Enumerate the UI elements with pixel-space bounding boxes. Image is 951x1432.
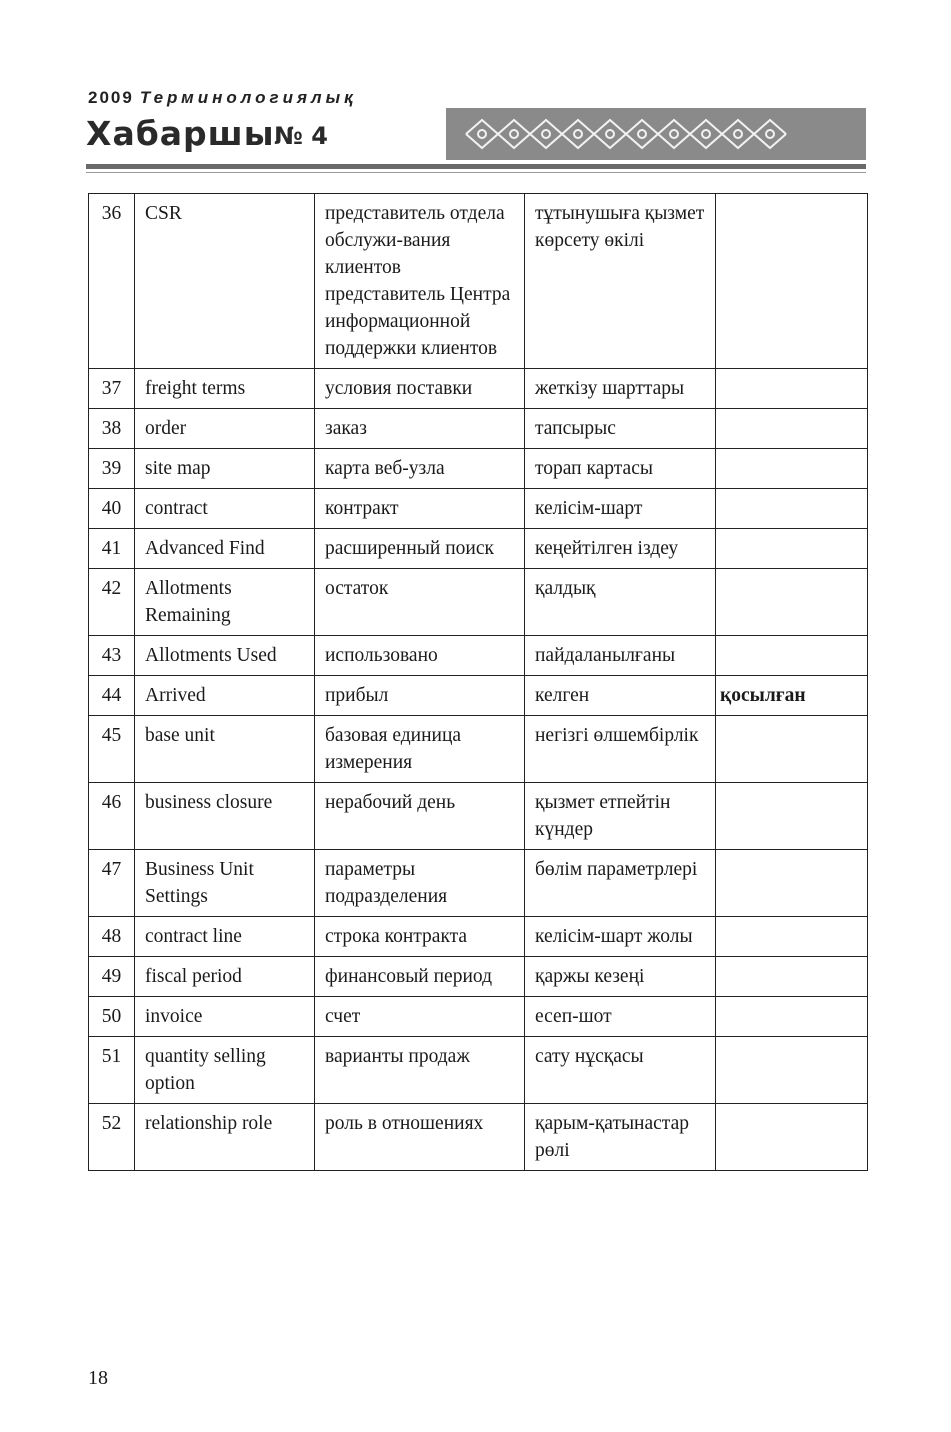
term-english: base unit — [135, 716, 315, 783]
term-russian: роль в отношениях — [315, 1104, 525, 1171]
term-russian: использовано — [315, 636, 525, 676]
row-number: 52 — [89, 1104, 135, 1171]
row-number: 38 — [89, 409, 135, 449]
term-russian: базовая единица измерения — [315, 716, 525, 783]
term-english: Business Unit Settings — [135, 850, 315, 917]
term-russian: счет — [315, 997, 525, 1037]
term-russian: расширенный поиск — [315, 529, 525, 569]
term-note: қосылған — [716, 676, 868, 716]
header-rule — [86, 164, 866, 169]
ornament-pattern-icon — [446, 108, 866, 160]
term-note — [716, 369, 868, 409]
term-kazakh: есеп-шот — [525, 997, 716, 1037]
term-note — [716, 449, 868, 489]
term-note — [716, 529, 868, 569]
term-russian: карта веб-узла — [315, 449, 525, 489]
term-kazakh: тұтынушыға қызмет көрсету өкілі — [525, 194, 716, 369]
term-russian: заказ — [315, 409, 525, 449]
table-row — [89, 569, 868, 636]
term-russian: представитель отдела обслужи-вания клиентов представитель Центра информационной поддержки клиентов — [315, 194, 525, 369]
term-russian: контракт — [315, 489, 525, 529]
term-note — [716, 409, 868, 449]
term-kazakh: келген — [525, 676, 716, 716]
term-english: Allotments Remaining — [135, 569, 315, 636]
term-note — [716, 917, 868, 957]
header-year — [88, 88, 357, 108]
term-russian: параметры подразделения — [315, 850, 525, 917]
header-rule-thin — [86, 172, 866, 173]
term-english: freight terms — [135, 369, 315, 409]
term-note — [716, 1104, 868, 1171]
term-kazakh: қарым-қатынастар рөлі — [525, 1104, 716, 1171]
term-kazakh: қызмет етпейтін күндер — [525, 783, 716, 850]
table-row — [89, 850, 868, 917]
term-english: contract — [135, 489, 315, 529]
term-english: invoice — [135, 997, 315, 1037]
table-row — [89, 1037, 868, 1104]
term-english: Advanced Find — [135, 529, 315, 569]
row-number: 47 — [89, 850, 135, 917]
row-number: 39 — [89, 449, 135, 489]
term-english: relationship role — [135, 1104, 315, 1171]
row-number: 43 — [89, 636, 135, 676]
term-note — [716, 489, 868, 529]
term-note — [716, 569, 868, 636]
table-row — [89, 783, 868, 850]
term-english: fiscal period — [135, 957, 315, 997]
table-row — [89, 636, 868, 676]
term-kazakh: қалдық — [525, 569, 716, 636]
term-russian: условия поставки — [315, 369, 525, 409]
term-kazakh: сату нұсқасы — [525, 1037, 716, 1104]
term-kazakh: келісім-шарт — [525, 489, 716, 529]
term-note — [716, 636, 868, 676]
page-number: 18 — [88, 1367, 108, 1389]
term-kazakh: бөлім параметрлері — [525, 850, 716, 917]
row-number: 42 — [89, 569, 135, 636]
table-row — [89, 676, 868, 716]
row-number: 46 — [89, 783, 135, 850]
table-row — [89, 529, 868, 569]
year-text: 2009 — [88, 88, 134, 107]
term-english: business closure — [135, 783, 315, 850]
term-kazakh: кеңейтілген іздеу — [525, 529, 716, 569]
row-number: 44 — [89, 676, 135, 716]
table-row — [89, 369, 868, 409]
term-russian: прибыл — [315, 676, 525, 716]
table-row — [89, 409, 868, 449]
term-kazakh: торап картасы — [525, 449, 716, 489]
table-row — [89, 917, 868, 957]
table-row — [89, 716, 868, 783]
term-kazakh: қаржы кезеңі — [525, 957, 716, 997]
term-kazakh: пайдаланылғаны — [525, 636, 716, 676]
row-number: 45 — [89, 716, 135, 783]
table-row — [89, 449, 868, 489]
table-row — [89, 489, 868, 529]
row-number: 41 — [89, 529, 135, 569]
term-english: contract line — [135, 917, 315, 957]
row-number: 49 — [89, 957, 135, 997]
term-russian: строка контракта — [315, 917, 525, 957]
row-number: 40 — [89, 489, 135, 529]
row-number: 50 — [89, 997, 135, 1037]
journal-title: Хабаршы — [86, 114, 275, 153]
issue-number: № 4 — [274, 122, 328, 150]
term-english: CSR — [135, 194, 315, 369]
term-note — [716, 1037, 868, 1104]
table-row — [89, 997, 868, 1037]
row-number: 48 — [89, 917, 135, 957]
term-russian: финансовый период — [315, 957, 525, 997]
term-english: site map — [135, 449, 315, 489]
term-english: Allotments Used — [135, 636, 315, 676]
term-kazakh: негізгі өлшембірлік — [525, 716, 716, 783]
table-row — [89, 1104, 868, 1171]
term-russian: остаток — [315, 569, 525, 636]
term-english: order — [135, 409, 315, 449]
term-english: Arrived — [135, 676, 315, 716]
term-note — [716, 850, 868, 917]
term-note — [716, 194, 868, 369]
term-note — [716, 997, 868, 1037]
term-kazakh: тапсырыс — [525, 409, 716, 449]
term-note — [716, 783, 868, 850]
term-english: quantity selling option — [135, 1037, 315, 1104]
row-number: 37 — [89, 369, 135, 409]
ornament-band — [446, 108, 866, 160]
row-number: 51 — [89, 1037, 135, 1104]
term-russian: варианты продаж — [315, 1037, 525, 1104]
table-row — [89, 957, 868, 997]
term-note — [716, 957, 868, 997]
term-russian: нерабочий день — [315, 783, 525, 850]
terms-table — [88, 193, 868, 1171]
table-row — [89, 194, 868, 369]
term-kazakh: жеткізу шарттары — [525, 369, 716, 409]
journal-word: Терминологиялық — [139, 88, 357, 107]
row-number: 36 — [89, 194, 135, 369]
term-note — [716, 716, 868, 783]
term-kazakh: келісім-шарт жолы — [525, 917, 716, 957]
